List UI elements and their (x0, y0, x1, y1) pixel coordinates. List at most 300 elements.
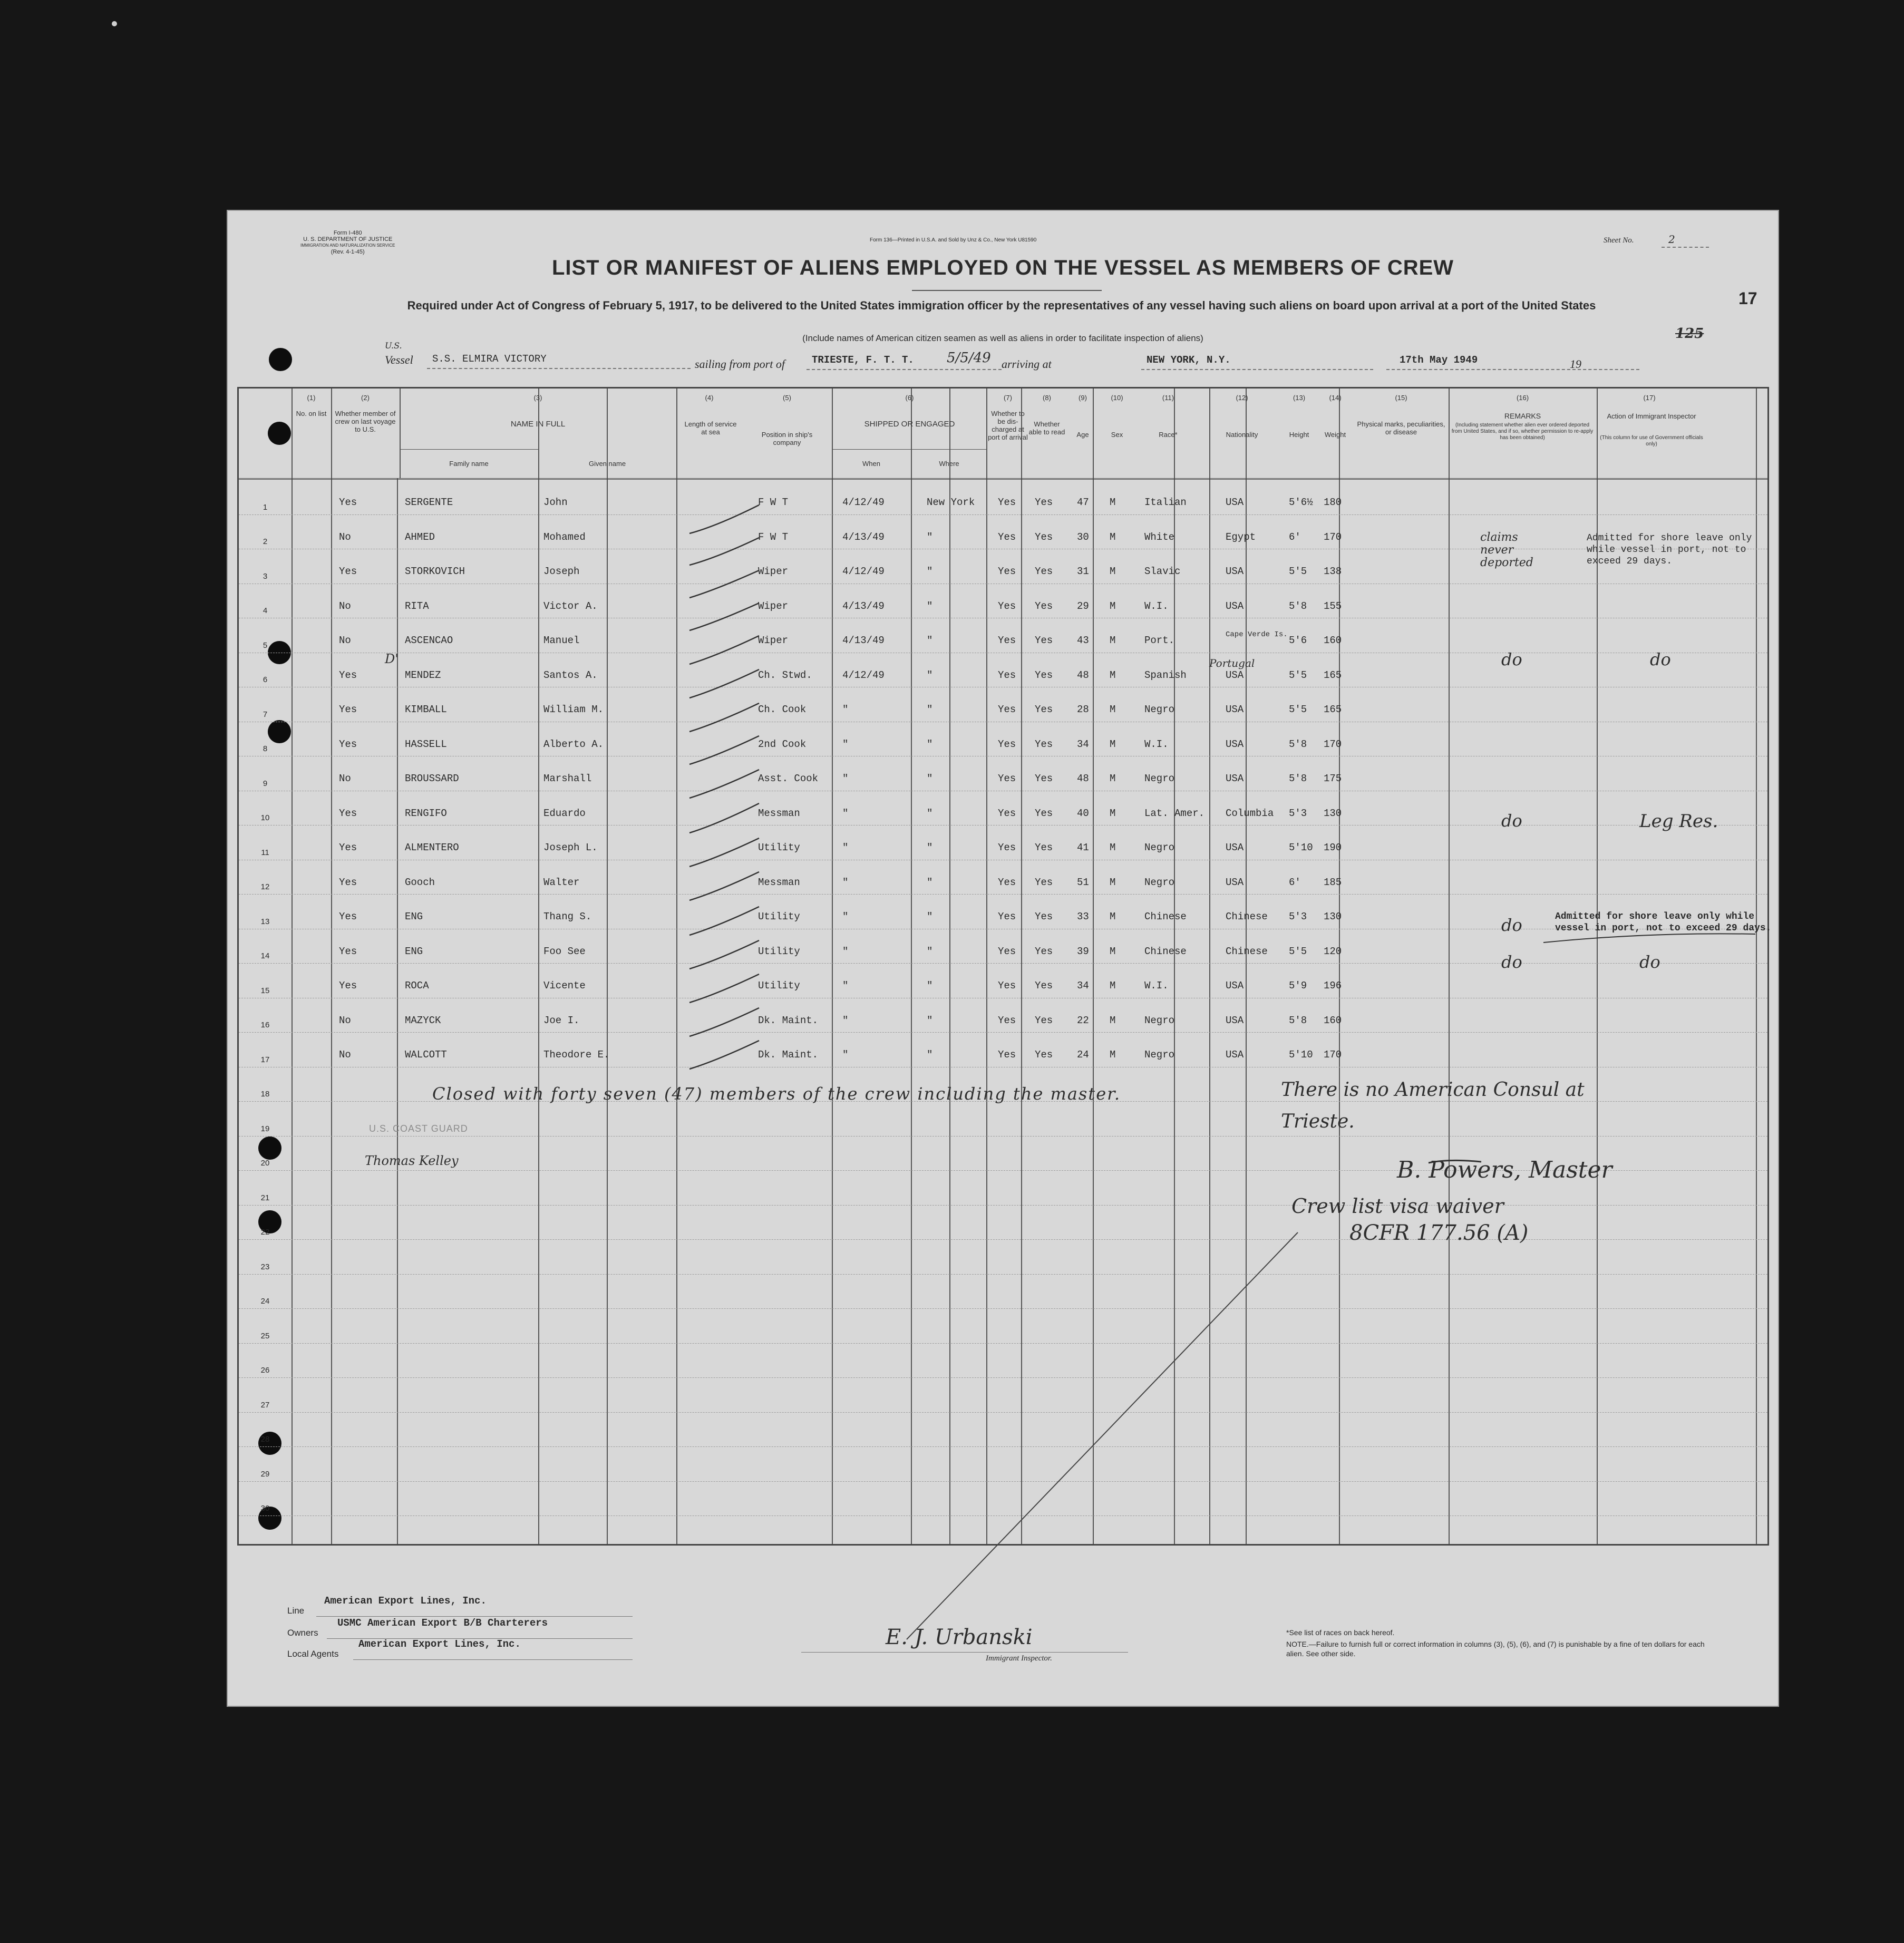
crew-weight-cell: 175 (1324, 773, 1342, 784)
crew-height-cell: 5'6½ (1289, 497, 1313, 508)
crew-family-cell: ASCENCAO (405, 635, 453, 646)
crew-position-cell: F W T (758, 497, 789, 508)
coast-guard-stamp: U.S. COAST GUARD (369, 1123, 468, 1134)
crew-age-cell: 28 (1077, 704, 1089, 715)
row5-action: do (1650, 649, 1671, 669)
row10-action: Leg Res. (1639, 811, 1718, 832)
crew-weight-cell: 180 (1324, 497, 1342, 508)
sailing-label: sailing from port of (695, 357, 785, 371)
crew-height-cell: 5'5 (1289, 669, 1307, 681)
tick-mark (689, 736, 759, 764)
inspector-underline (801, 1652, 1128, 1653)
crew-position-cell: Utility (758, 945, 800, 957)
crew-height-cell: 5'3 (1289, 807, 1307, 819)
crew-family-cell: KIMBALL (405, 704, 447, 715)
crew-read-cell: Yes (1035, 635, 1053, 646)
col-num-9: (9) (1079, 394, 1087, 402)
tick-mark (689, 703, 759, 732)
crew-race-cell: Port. (1144, 635, 1175, 646)
col-num-14: (14) (1329, 394, 1342, 402)
crew-weight-cell: 138 (1324, 566, 1342, 577)
crew-disch-cell: Yes (998, 600, 1016, 612)
crew-read-cell: Yes (1035, 980, 1053, 992)
crew-family-cell: RITA (405, 600, 429, 612)
header-shipped: SHIPPED OR ENGAGED (864, 420, 955, 429)
crew-nat-cell: USA (1226, 773, 1244, 784)
vessel-name: S.S. ELMIRA VICTORY (432, 353, 547, 365)
crew-given-cell: Walter (543, 876, 580, 888)
crew-position-cell: Utility (758, 842, 800, 853)
tick-mark (689, 570, 759, 598)
inspector-label: Immigrant Inspector. (986, 1654, 1052, 1663)
row13-typed-action: Admitted for shore leave only while vessel in port, not to exceed 29 days. (1555, 911, 1772, 934)
crew-when-cell: " (842, 980, 849, 992)
crew-sex-cell: M (1110, 876, 1116, 888)
crew-position-cell: Wiper (758, 566, 789, 577)
crew-sex-cell: M (1110, 773, 1116, 784)
crew-where-cell: " (927, 635, 933, 646)
crew-sex-cell: M (1110, 738, 1116, 750)
tick-mark (689, 803, 759, 833)
header-discharged: Whether to be dis-charged at port of arrival (988, 410, 1028, 441)
header-height: Height (1289, 431, 1309, 439)
crew-given-cell: Manuel (543, 635, 580, 646)
crew-disch-cell: Yes (998, 497, 1016, 508)
crew-given-cell: Joe I. (543, 1014, 580, 1026)
crew-prev-cell: Yes (339, 876, 357, 888)
crew-when-cell: 4/12/49 (842, 669, 885, 681)
vessel-label: Vessel (385, 353, 413, 366)
owners-label: Owners (287, 1628, 318, 1638)
header-weight: Weight (1324, 431, 1346, 439)
row10-remark: do (1501, 811, 1522, 831)
crew-prev-cell: No (339, 600, 351, 612)
crew-age-cell: 30 (1077, 531, 1089, 543)
col-num-13: (13) (1293, 394, 1306, 402)
line-value: American Export Lines, Inc. (324, 1595, 487, 1607)
crew-sex-cell: M (1110, 1014, 1116, 1026)
col-num-12: (12) (1236, 394, 1248, 402)
crew-when-cell: 4/12/49 (842, 497, 885, 508)
crew-weight-cell: 120 (1324, 945, 1342, 957)
crew-prev-cell: No (339, 773, 351, 784)
pen-strokes (227, 210, 1779, 1707)
crew-nat-cell: Cape Verde Is. (1226, 630, 1288, 639)
crew-given-cell: Foo See (543, 945, 586, 957)
crew-read-cell: Yes (1035, 1014, 1053, 1026)
crew-nat-cell: USA (1226, 600, 1244, 612)
crew-disch-cell: Yes (998, 842, 1016, 853)
diagonal-pen-line (907, 1232, 1298, 1639)
header-action-sub: (This column for use of Government officials only) (1600, 435, 1703, 447)
crew-when-cell: " (842, 945, 849, 957)
crew-sex-cell: M (1110, 911, 1116, 922)
row-number: 2 (263, 537, 268, 546)
row-number: 24 (260, 1297, 270, 1306)
crew-position-cell: Ch. Stwd. (758, 669, 812, 681)
crew-where-cell: " (927, 738, 933, 750)
agents-value: American Export Lines, Inc. (358, 1638, 521, 1650)
crew-given-cell: Theodore E. (543, 1049, 610, 1061)
row-number: 6 (263, 675, 268, 684)
crew-position-cell: Asst. Cook (758, 773, 819, 784)
remark-line (1543, 934, 1755, 943)
crew-position-cell: Messman (758, 807, 800, 819)
crew-when-cell: 4/13/49 (842, 531, 885, 543)
crew-disch-cell: Yes (998, 669, 1016, 681)
row-number: 17 (260, 1055, 270, 1064)
crew-family-cell: RENGIFO (405, 807, 447, 819)
crew-given-cell: Victor A. (543, 600, 598, 612)
row2-hand-remark: claims never deported (1480, 531, 1533, 569)
crew-when-cell: " (842, 773, 849, 784)
crew-nat-cell: USA (1226, 876, 1244, 888)
crew-read-cell: Yes (1035, 945, 1053, 957)
crew-sex-cell: M (1110, 669, 1116, 681)
crew-given-cell: Alberto A. (543, 738, 604, 750)
row-number: 16 (260, 1021, 270, 1029)
crew-height-cell: 6' (1289, 876, 1301, 888)
crew-height-cell: 5'3 (1289, 911, 1307, 922)
row-number: 28 (260, 1435, 270, 1444)
header-position: Position in ship's company (761, 431, 813, 446)
header-remarks: REMARKS (1504, 412, 1541, 420)
col-num-11: (11) (1162, 394, 1174, 402)
crew-age-cell: 48 (1077, 773, 1089, 784)
tick-mark (689, 974, 759, 1003)
crew-disch-cell: Yes (998, 911, 1016, 922)
header-no-on-list: No. on list (296, 410, 327, 417)
crew-given-cell: Thang S. (543, 911, 592, 922)
crew-family-cell: Gooch (405, 876, 435, 888)
crew-prev-cell: Yes (339, 669, 357, 681)
crew-race-cell: Slavic (1144, 566, 1181, 577)
row-number: 29 (260, 1469, 270, 1479)
crew-position-cell: Wiper (758, 635, 789, 646)
crew-where-cell: " (927, 773, 933, 784)
crew-position-cell: 2nd Cook (758, 738, 807, 750)
crew-weight-cell: 185 (1324, 876, 1342, 888)
crew-prev-cell: Yes (339, 497, 357, 508)
header-prev-voyage: Whether member of crew on last voyage to U.S. (335, 410, 396, 433)
crew-nat-cell: USA (1226, 738, 1244, 750)
row-number: 21 (260, 1193, 270, 1202)
crew-given-cell: William M. (543, 704, 604, 715)
crew-sex-cell: M (1110, 980, 1116, 992)
sheet-number-label: Sheet No. (1604, 236, 1634, 245)
crew-nat-cell: Chinese (1226, 911, 1268, 922)
crew-height-cell: 5'8 (1289, 773, 1307, 784)
crew-where-cell: " (927, 1049, 933, 1061)
crew-nat-cell: USA (1226, 566, 1244, 577)
crew-height-cell: 6' (1289, 531, 1301, 543)
crew-sex-cell: M (1110, 704, 1116, 715)
arriving-label: arriving at (1002, 357, 1052, 371)
crew-read-cell: Yes (1035, 773, 1053, 784)
crew-disch-cell: Yes (998, 876, 1016, 888)
row-number: 23 (260, 1262, 270, 1271)
length-of-service-ticks (689, 505, 759, 1069)
crew-disch-cell: Yes (998, 807, 1016, 819)
crew-weight-cell: 160 (1324, 635, 1342, 646)
row5-remark: do (1501, 649, 1522, 669)
crew-given-cell: Marshall (543, 773, 592, 784)
crew-race-cell: W.I. (1144, 980, 1169, 992)
crew-when-cell: " (842, 1049, 849, 1061)
header-action: Action of Immigrant Inspector (1607, 412, 1696, 420)
col-num-5: (5) (783, 394, 791, 402)
crew-read-cell: Yes (1035, 600, 1053, 612)
header-read: Whether able to read (1028, 420, 1065, 436)
port-to: NEW YORK, N.Y. (1147, 354, 1231, 366)
crew-disch-cell: Yes (998, 704, 1016, 715)
crew-read-cell: Yes (1035, 807, 1053, 819)
crew-sex-cell: M (1110, 842, 1116, 853)
row-number: 12 (260, 882, 270, 891)
header-where: Where (939, 460, 959, 468)
row-number: 20 (260, 1159, 270, 1168)
row-number: 26 (260, 1366, 270, 1375)
department-name: U. S. DEPARTMENT OF JUSTICE (303, 236, 393, 242)
row-number: 1 (263, 502, 268, 512)
crew-position-cell: Utility (758, 980, 800, 992)
crew-prev-cell: No (339, 1049, 351, 1061)
crew-read-cell: Yes (1035, 911, 1053, 922)
crew-family-cell: BROUSSARD (405, 773, 459, 784)
crew-disch-cell: Yes (998, 945, 1016, 957)
header-sex: Sex (1111, 431, 1123, 439)
service-name: IMMIGRATION AND NATURALIZATION SERVICE (300, 243, 395, 248)
crew-given-cell: Eduardo (543, 807, 586, 819)
col-num-1: (1) (307, 394, 316, 402)
tick-mark (689, 872, 759, 900)
crew-height-cell: 5'5 (1289, 566, 1307, 577)
crew-where-cell: " (927, 911, 933, 922)
crew-when-cell: 4/12/49 (842, 566, 885, 577)
crew-age-cell: 31 (1077, 566, 1089, 577)
crew-prev-cell: Yes (339, 945, 357, 957)
crew-prev-cell: Yes (339, 911, 357, 922)
crew-weight-cell: 130 (1324, 807, 1342, 819)
crew-weight-cell: 155 (1324, 600, 1342, 612)
crew-age-cell: 34 (1077, 738, 1089, 750)
row-number: 11 (261, 848, 269, 857)
crew-nat-cell: USA (1226, 842, 1244, 853)
crew-weight-cell: 165 (1324, 704, 1342, 715)
header-given-name: Given name (588, 460, 626, 468)
sail-date: 5/5/49 (947, 350, 991, 366)
crew-position-cell: Wiper (758, 600, 789, 612)
crew-race-cell: Negro (1144, 876, 1175, 888)
crew-sex-cell: M (1110, 531, 1116, 543)
row-number: 18 (260, 1090, 270, 1099)
crew-weight-cell: 170 (1324, 531, 1342, 543)
line-underline (316, 1616, 633, 1617)
crew-age-cell: 48 (1077, 669, 1089, 681)
crew-prev-cell: No (339, 531, 351, 543)
crew-race-cell: Spanish (1144, 669, 1187, 681)
crew-height-cell: 5'6 (1289, 635, 1307, 646)
crew-read-cell: Yes (1035, 497, 1053, 508)
row-number: 10 (260, 813, 270, 822)
crew-weight-cell: 196 (1324, 980, 1342, 992)
crew-race-cell: Negro (1144, 704, 1175, 715)
crew-read-cell: Yes (1035, 669, 1053, 681)
crew-family-cell: WALCOTT (405, 1049, 447, 1061)
crew-age-cell: 41 (1077, 842, 1089, 853)
crew-when-cell: " (842, 704, 849, 715)
col-num-10: (10) (1111, 394, 1123, 402)
crew-prev-cell: Yes (339, 842, 357, 853)
crew-where-cell: " (927, 1014, 933, 1026)
crew-when-cell: 4/13/49 (842, 635, 885, 646)
crew-position-cell: Ch. Cook (758, 704, 807, 715)
crew-height-cell: 5'5 (1289, 704, 1307, 715)
crew-family-cell: ALMENTERO (405, 842, 459, 853)
crew-race-cell: Chinese (1144, 945, 1187, 957)
crew-when-cell: " (842, 911, 849, 922)
crew-disch-cell: Yes (998, 635, 1016, 646)
crew-when-cell: " (842, 738, 849, 750)
arrival-date: 17th May 1949 (1400, 354, 1478, 366)
crew-where-cell: " (927, 704, 933, 715)
crew-family-cell: STORKOVICH (405, 566, 465, 577)
crew-sex-cell: M (1110, 1049, 1116, 1061)
header-when: When (862, 460, 880, 468)
crew-position-cell: F W T (758, 531, 789, 543)
crew-nat-cell: USA (1226, 980, 1244, 992)
crew-race-cell: Italian (1144, 497, 1187, 508)
row-number: 9 (263, 779, 268, 788)
crew-weight-cell: 190 (1324, 842, 1342, 853)
tick-mark (689, 907, 759, 935)
crew-given-cell: Joseph L. (543, 842, 598, 853)
crew-sex-cell: M (1110, 635, 1116, 646)
crew-weight-cell: 165 (1324, 669, 1342, 681)
row-number: 27 (260, 1400, 270, 1410)
row5-nationality-hand: Portugal (1209, 657, 1255, 669)
crew-prev-cell: Yes (339, 980, 357, 992)
crew-disch-cell: Yes (998, 531, 1016, 543)
crew-where-cell: " (927, 807, 933, 819)
crew-family-cell: ROCA (405, 980, 429, 992)
sheet-number-value: 2 (1668, 233, 1675, 246)
crew-where-cell: " (927, 531, 933, 543)
tick-mark (689, 940, 759, 969)
coast-guard-signature: Thomas Kelley (365, 1153, 459, 1168)
crew-nat-cell: USA (1226, 1049, 1244, 1061)
header-age: Age (1076, 431, 1089, 439)
col-num-6: (6) (905, 394, 914, 402)
crew-nat-cell: Chinese (1226, 945, 1268, 957)
crew-age-cell: 47 (1077, 497, 1089, 508)
tick-mark (689, 603, 759, 630)
tick-mark (689, 538, 759, 565)
crew-age-cell: 33 (1077, 911, 1089, 922)
crew-position-cell: Dk. Maint. (758, 1014, 819, 1026)
crew-position-cell: Messman (758, 876, 800, 888)
tick-mark (689, 1041, 759, 1069)
row-number: 8 (263, 744, 268, 753)
crew-family-cell: ENG (405, 945, 423, 957)
crew-when-cell: " (842, 1014, 849, 1026)
races-note: *See list of races on back hereof. (1286, 1628, 1395, 1637)
crew-given-cell: Santos A. (543, 669, 598, 681)
crew-position-cell: Utility (758, 911, 800, 922)
row-number: 30 (260, 1504, 270, 1513)
requirement-text: Required under Act of Congress of February 5, 1917, to be delivered to the United States immigration officer by the representatives of any vessel having such aliens on board upon arrival at a port of the United States (407, 299, 1596, 312)
col-num-4: (4) (705, 394, 714, 402)
film-corner-mark (112, 21, 117, 26)
inspector-signature: E. J. Urbanski (886, 1625, 1033, 1649)
crew-disch-cell: Yes (998, 980, 1016, 992)
crew-height-cell: 5'8 (1289, 600, 1307, 612)
crew-nat-cell: USA (1226, 497, 1244, 508)
row-number: 19 (260, 1124, 270, 1133)
crew-age-cell: 40 (1077, 807, 1089, 819)
crew-race-cell: Lat. Amer. (1144, 807, 1205, 819)
crew-given-cell: John (543, 497, 568, 508)
crew-prev-cell: Yes (339, 704, 357, 715)
form-revision: (Rev. 4-1-45) (331, 249, 365, 255)
tick-mark (689, 770, 759, 798)
crew-height-cell: 5'10 (1289, 842, 1313, 853)
row-number: 5 (263, 640, 268, 650)
col-num-3: (3) (533, 394, 542, 402)
vessel-prefix: U.S. (385, 341, 402, 351)
crew-age-cell: 51 (1077, 876, 1089, 888)
crew-nat-cell: USA (1226, 1014, 1244, 1026)
row5-prefix: D' (385, 652, 399, 666)
col-num-15: (15) (1395, 394, 1407, 402)
penalty-note: NOTE.—Failure to furnish full or correct information in columns (3), (5), (6), and (7) is punishable by a fine of ten dollars for each alien. See other side. (1286, 1640, 1705, 1658)
col-num-7: (7) (1004, 394, 1012, 402)
row-number: 22 (260, 1228, 270, 1237)
crew-height-cell: 5'5 (1289, 945, 1307, 957)
col-num-17: (17) (1643, 394, 1656, 402)
tick-mark (689, 636, 759, 664)
crew-age-cell: 39 (1077, 945, 1089, 957)
crew-sex-cell: M (1110, 945, 1116, 957)
row14-action: do (1639, 952, 1660, 972)
crew-nat-cell: Columbia (1226, 807, 1274, 819)
crew-when-cell: 4/13/49 (842, 600, 885, 612)
row-number: 7 (263, 710, 268, 719)
crew-where-cell: " (927, 980, 933, 992)
crew-height-cell: 5'10 (1289, 1049, 1313, 1061)
crew-age-cell: 22 (1077, 1014, 1089, 1026)
crew-read-cell: Yes (1035, 531, 1053, 543)
crew-sex-cell: M (1110, 497, 1116, 508)
crew-weight-cell: 170 (1324, 1049, 1342, 1061)
crew-height-cell: 5'8 (1289, 1014, 1307, 1026)
crew-race-cell: Negro (1144, 773, 1175, 784)
row-number: 3 (263, 571, 268, 581)
row13-remark: do (1501, 915, 1522, 935)
crew-disch-cell: Yes (998, 566, 1016, 577)
crew-position-cell: Dk. Maint. (758, 1049, 819, 1061)
crew-where-cell: " (927, 600, 933, 612)
crew-where-cell: " (927, 876, 933, 888)
crew-age-cell: 29 (1077, 600, 1089, 612)
row-number: 15 (260, 986, 270, 995)
crew-disch-cell: Yes (998, 1014, 1016, 1026)
crew-family-cell: MENDEZ (405, 669, 441, 681)
crew-height-cell: 5'9 (1289, 980, 1307, 992)
crew-race-cell: Chinese (1144, 911, 1187, 922)
col-num-2: (2) (361, 394, 370, 402)
crew-read-cell: Yes (1035, 842, 1053, 853)
